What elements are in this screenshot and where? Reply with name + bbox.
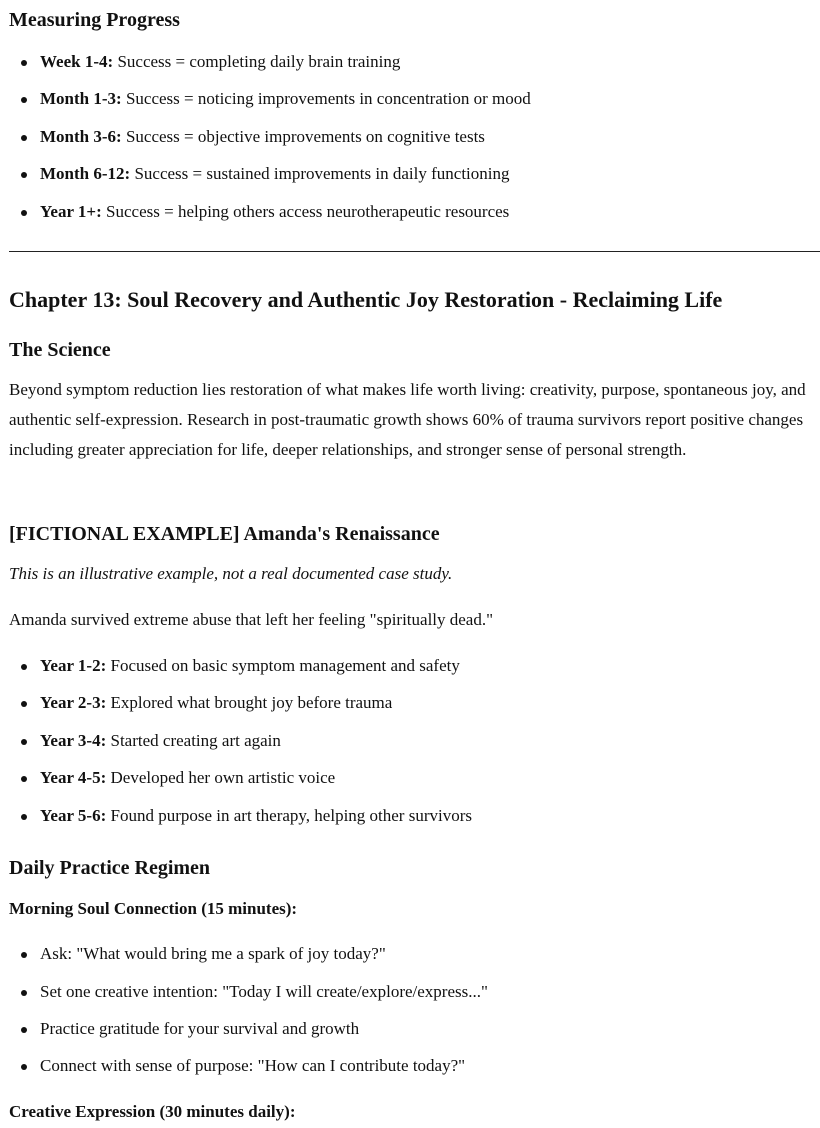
item-text: Developed her own artistic voice (106, 768, 336, 787)
item-text: Focused on basic symptom management and safety (106, 656, 460, 675)
morning-connection-heading: Morning Soul Connection (15 minutes): (9, 899, 298, 918)
item-label: Year 1+: (40, 202, 102, 221)
list-item (9, 51, 400, 73)
item-label: Year 1-2: (40, 656, 107, 675)
item-text: Success = helping others access neurotherapeutic resources (101, 202, 510, 221)
creative-expression-heading: Creative Expression (30 minutes daily): (9, 1102, 296, 1121)
list-item: Ask: "What would bring me a spark of joy today?" (9, 943, 386, 965)
item-text: Success = completing daily brain training (113, 52, 401, 71)
list-item (9, 163, 509, 185)
measuring-progress-heading: Measuring Progress (9, 9, 180, 31)
item-label: Year 3-4: (40, 731, 107, 750)
list-item: Connect with sense of purpose: "How can I contribute today?" (9, 1055, 465, 1077)
section-divider (9, 251, 820, 252)
list-item: Practice gratitude for your survival and growth (9, 1018, 359, 1040)
science-heading: The Science (9, 339, 111, 361)
list-item (9, 655, 460, 677)
list-item (9, 201, 509, 223)
item-text: Success = objective improvements on cognitive tests (121, 127, 485, 146)
list-item (9, 730, 281, 752)
list-item: Set one creative intention: "Today I will create/explore/express..." (9, 981, 488, 1003)
list-item (9, 692, 392, 714)
item-label: Week 1-4: (40, 52, 114, 71)
example-disclaimer: This is an illustrative example, not a real documented case study. (9, 564, 453, 583)
list-item (9, 805, 472, 827)
daily-practice-heading: Daily Practice Regimen (9, 857, 211, 879)
item-label: Month 6-12: (40, 164, 131, 183)
example-intro: Amanda survived extreme abuse that left her feeling "spiritually dead." (9, 610, 494, 629)
list-item (9, 126, 485, 148)
item-text: Success = sustained improvements in daily functioning (130, 164, 510, 183)
item-label: Year 5-6: (40, 806, 107, 825)
item-label: Month 1-3: (40, 89, 122, 108)
item-text: Success = noticing improvements in concentration or mood (121, 89, 531, 108)
item-text: Explored what brought joy before trauma (106, 693, 393, 712)
chapter-title: Chapter 13: Soul Recovery and Authentic Joy Restoration - Reclaiming Life (9, 287, 723, 312)
example-heading: [FICTIONAL EXAMPLE] Amanda's Renaissance (9, 523, 440, 545)
item-label: Month 3-6: (40, 127, 122, 146)
item-label: Year 4-5: (40, 768, 107, 787)
item-text: Started creating art again (106, 731, 281, 750)
item-text: Found purpose in art therapy, helping other survivors (106, 806, 472, 825)
list-item (9, 88, 531, 110)
science-paragraph: Beyond symptom reduction lies restoration of what makes life worth living: creativity, purpose, spontaneous joy, and authentic self-expression. Research in post-traumatic growth shows 60% of trauma survivors report positive changes including greater appreciation for life, deeper relationships, and stronger sense of personal strength. (9, 380, 806, 459)
item-label: Year 2-3: (40, 693, 107, 712)
list-item (9, 767, 335, 789)
